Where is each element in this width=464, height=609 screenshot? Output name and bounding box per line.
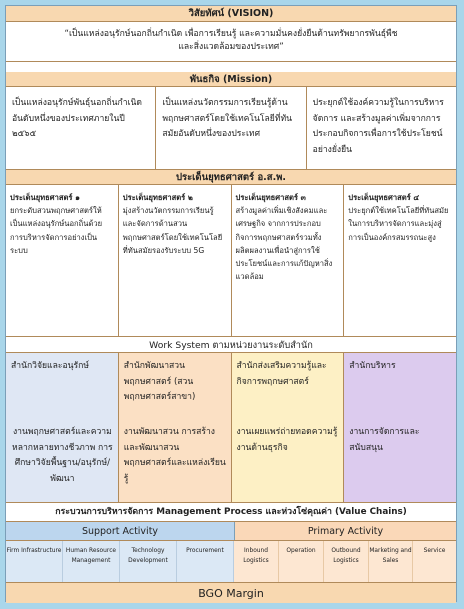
strategy-title: ประเด็นยุทธศาสตร์ อ.ส.พ.	[6, 170, 456, 185]
vision-line-1: “เป็นแหล่งอนุรักษ์นอกถิ่นกำเนิด เพื่อการเรียนรู้ และความมั่นคงยั่งยืนด้านทรัพยากรพันธุ์พืช	[64, 29, 398, 39]
primary-activity-label: Primary Activity	[235, 522, 456, 540]
mission-item-3: ประยุกต์ใช้องค์ความรู้ในการบริหารจัดการ และสร้างมูลค่าเพิ่มจากการประกอบกิจการเพื่อการใช้ประโยชน์อย่างยั่งยืน	[306, 87, 456, 169]
support-item-hr-management: Human Resource Management	[63, 541, 120, 582]
strategy-body-1: ยกระดับสวนพฤกษศาสตร์ให้เป็นแหล่งอนุรักษ์นอกถิ่นด้วยการบริหารจัดการอย่างเป็นระบบ	[10, 206, 103, 255]
support-item-firm-infrastructure: Firm Infrastructure	[6, 541, 63, 582]
support-item-procurement: Procurement	[177, 541, 234, 582]
unit-research-head: สำนักวิจัยและอนุรักษ์	[11, 361, 89, 371]
primary-item-outbound-logistics: Outbound Logistics	[324, 541, 369, 582]
vision-statement	[6, 22, 456, 62]
business-process-title: กระบวนการบริหารจัดการ Management Process และห่วงโซ่คุณค่า (Value Chains)	[6, 503, 456, 522]
mission-row	[6, 87, 456, 170]
strategy-head-3: ประเด็นยุทธศาสตร์ ๓	[235, 193, 306, 202]
support-activity-label: Support Activity	[6, 522, 235, 540]
strategy-diagram-frame	[5, 5, 457, 602]
support-item-technology-development: Technology Development	[120, 541, 177, 582]
mission-item-2: เป็นแหล่งนวัตกรรมการเรียนรู้ด้านพฤกษศาสตร์โดยใช้เทคโนโลยีที่ทันสมัยอันดับหนึ่งของประเทศ	[155, 87, 305, 169]
primary-item-operation: Operation	[279, 541, 324, 582]
unit-garden-development	[118, 353, 231, 502]
mission-title: พันธกิจ (Mission)	[6, 72, 456, 87]
unit-administration	[343, 353, 456, 502]
strategy-head-2: ประเด็นยุทธศาสตร์ ๒	[122, 193, 193, 202]
strategy-row	[6, 185, 456, 348]
strategy-body-4: ประยุกต์ใช้เทคโนโลยีที่ทันสมัยในการบริหารจัดการและมุ่งสู่การเป็นองค์กรสมรรถนะสูง	[348, 206, 449, 242]
strategy-item-3	[231, 185, 344, 347]
mission-item-1: เป็นแหล่งอนุรักษ์พันธุ์นอกถิ่นกำเนิดอันดับหนึ่งของประเทศภายในปี ๒๕๖๕	[12, 98, 142, 139]
work-system-title: Work System ตามหน่วยงานระดับสำนัก	[6, 336, 456, 353]
strategy-item-1	[6, 185, 118, 347]
value-chain-items	[6, 541, 456, 583]
primary-item-inbound-logistics: Inbound Logistics	[234, 541, 279, 582]
strategy-body-2: มุ่งสร้างนวัตกรรมการเรียนรู้และจัดการด้านสวนพฤกษศาสตร์โดยใช้เทคโนโลยีที่ทันสมัยรองรับระบบ 5G	[122, 206, 223, 255]
primary-item-marketing-sales: Marketing and Sales	[369, 541, 413, 582]
unit-knowledge-promotion-body: งานเผยแพร่ถ่ายทอดความรู้ งานด้านธุรกิจ	[236, 427, 338, 453]
activity-row	[6, 522, 456, 541]
unit-research-body: งานพฤกษศาสตร์และความหลากหลายทางชีวภาพ การศึกษาวิจัยพื้นฐาน/อนุรักษ์/พัฒนา	[12, 427, 113, 484]
unit-knowledge-promotion	[231, 353, 344, 502]
unit-garden-development-head: สำนักพัฒนาสวนพฤกษศาสตร์ (สวนพฤกษศาสตร์สาขา)	[123, 361, 196, 402]
bgo-margin: BGO Margin	[6, 583, 456, 603]
vision-line-2: และสิ่งแวดล้อมของประเทศ”	[178, 42, 284, 52]
strategy-head-1: ประเด็นยุทธศาสตร์ ๑	[10, 193, 80, 202]
unit-administration-head: สำนักบริหาร	[349, 361, 396, 371]
strategy-item-2	[118, 185, 231, 347]
strategy-head-4: ประเด็นยุทธศาสตร์ ๔	[348, 193, 420, 202]
unit-administration-body: งานการจัดการและสนับสนุน	[349, 427, 420, 453]
primary-item-service: Service	[413, 541, 456, 582]
unit-garden-development-body: งานพัฒนาสวน การสร้างและพัฒนาสวนพฤกษศาสตร์และแหล่งเรียนรู้	[123, 427, 226, 484]
vision-title: วิสัยทัศน์ (VISION)	[6, 6, 456, 22]
unit-knowledge-promotion-head: สำนักส่งเสริมความรู้และกิจการพฤกษศาสตร์	[236, 361, 327, 387]
work-system-row	[6, 353, 456, 503]
strategy-body-3: สร้างมูลค่าเพิ่มเชิงสังคมและเศรษฐกิจ จากการประกอบกิจการพฤกษศาสตร์รวมทั้งผลิตผลงานเพื่อนำสู่การใช้ประโยชน์และการแก้ปัญหาสิ่งแวดล้อม	[235, 206, 333, 282]
strategy-item-4	[343, 185, 456, 347]
unit-research	[6, 353, 118, 502]
